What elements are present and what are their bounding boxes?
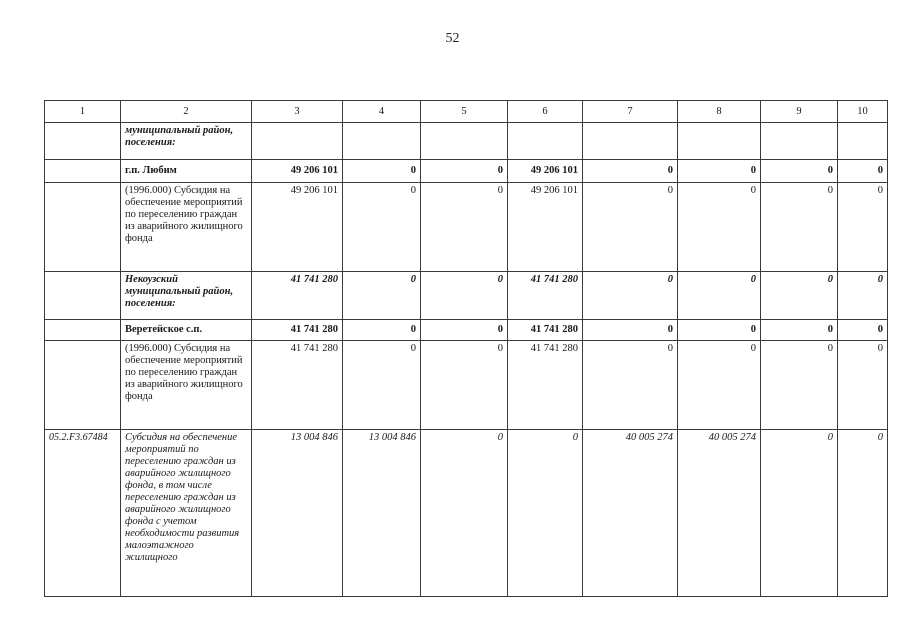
table-cell: 0 bbox=[421, 160, 508, 183]
table-cell: 0 bbox=[678, 320, 761, 341]
table-row bbox=[45, 272, 888, 320]
row-name: г.п. Любим bbox=[121, 160, 252, 183]
row-code: 05.2.F3.67484 bbox=[45, 430, 121, 597]
table-cell bbox=[761, 123, 838, 160]
table-cell bbox=[508, 123, 583, 160]
table-cell bbox=[678, 123, 761, 160]
table-cell: 0 bbox=[761, 320, 838, 341]
table-cell: 49 206 101 bbox=[252, 183, 343, 272]
table-cell: 41 741 280 bbox=[508, 341, 583, 430]
row-name: Веретейское с.п. bbox=[121, 320, 252, 341]
table-cell: 0 bbox=[838, 430, 888, 597]
row-name: Субсидия на обеспечение мероприятий по переселению граждан из аварийного жилищного фонда, в том числе переселению граждан из аварийного жилищного фонда с учетом необходимости развития малоэтажного жилищного bbox=[121, 430, 252, 597]
table-cell: 0 bbox=[583, 320, 678, 341]
column-header: 3 bbox=[252, 101, 343, 123]
table-cell bbox=[343, 123, 421, 160]
table-cell: 0 bbox=[583, 183, 678, 272]
column-header: 7 bbox=[583, 101, 678, 123]
row-name: муниципальный район, поселения: bbox=[121, 123, 252, 160]
table-cell: 0 bbox=[421, 341, 508, 430]
row-name: (1996.000) Субсидия на обеспечение мероприятий по переселению граждан из аварийного жилищного фонда bbox=[121, 341, 252, 430]
table-cell: 0 bbox=[838, 341, 888, 430]
table-cell: 0 bbox=[761, 272, 838, 320]
table-cell: 49 206 101 bbox=[508, 183, 583, 272]
column-header: 10 bbox=[838, 101, 888, 123]
table-cell: 0 bbox=[678, 272, 761, 320]
table-row bbox=[45, 183, 888, 272]
table-row bbox=[45, 430, 888, 597]
table-cell: 0 bbox=[838, 183, 888, 272]
column-header: 2 bbox=[121, 101, 252, 123]
table-cell: 0 bbox=[343, 183, 421, 272]
table-cell: 0 bbox=[838, 272, 888, 320]
row-code bbox=[45, 160, 121, 183]
table-cell: 40 005 274 bbox=[678, 430, 761, 597]
table-cell: 0 bbox=[678, 183, 761, 272]
column-header: 1 bbox=[45, 101, 121, 123]
table-row bbox=[45, 320, 888, 341]
row-code bbox=[45, 123, 121, 160]
table-cell: 49 206 101 bbox=[252, 160, 343, 183]
row-name: Некоузский муниципальный район, поселения: bbox=[121, 272, 252, 320]
column-header: 5 bbox=[421, 101, 508, 123]
table-cell: 0 bbox=[838, 160, 888, 183]
table-cell: 0 bbox=[838, 320, 888, 341]
table-cell: 40 005 274 bbox=[583, 430, 678, 597]
table-cell: 0 bbox=[343, 320, 421, 341]
budget-table bbox=[44, 100, 888, 597]
table-cell: 13 004 846 bbox=[252, 430, 343, 597]
row-code bbox=[45, 272, 121, 320]
table-cell: 41 741 280 bbox=[508, 320, 583, 341]
table-cell bbox=[421, 123, 508, 160]
table-cell: 0 bbox=[421, 183, 508, 272]
table-cell: 0 bbox=[583, 341, 678, 430]
table-cell: 0 bbox=[761, 183, 838, 272]
table-cell bbox=[252, 123, 343, 160]
table-cell: 41 741 280 bbox=[252, 341, 343, 430]
table-cell bbox=[838, 123, 888, 160]
table-cell: 0 bbox=[508, 430, 583, 597]
table-cell: 41 741 280 bbox=[508, 272, 583, 320]
table-cell: 41 741 280 bbox=[252, 320, 343, 341]
table-cell: 0 bbox=[678, 341, 761, 430]
column-header: 6 bbox=[508, 101, 583, 123]
table-cell: 0 bbox=[583, 272, 678, 320]
table-cell: 0 bbox=[761, 160, 838, 183]
table-cell: 0 bbox=[678, 160, 761, 183]
row-code bbox=[45, 320, 121, 341]
table-cell: 0 bbox=[583, 160, 678, 183]
column-header: 8 bbox=[678, 101, 761, 123]
row-name: (1996.000) Субсидия на обеспечение мероприятий по переселению граждан из аварийного жилищного фонда bbox=[121, 183, 252, 272]
header-row bbox=[45, 101, 888, 123]
column-header: 4 bbox=[343, 101, 421, 123]
row-code bbox=[45, 183, 121, 272]
table-cell: 0 bbox=[343, 272, 421, 320]
page-number: 52 bbox=[445, 31, 460, 46]
table-cell: 0 bbox=[761, 341, 838, 430]
table-cell: 0 bbox=[421, 272, 508, 320]
table-row bbox=[45, 341, 888, 430]
row-code bbox=[45, 341, 121, 430]
table-cell bbox=[583, 123, 678, 160]
table-cell: 0 bbox=[421, 320, 508, 341]
table-cell: 0 bbox=[421, 430, 508, 597]
table-cell: 0 bbox=[761, 430, 838, 597]
table-cell: 0 bbox=[343, 341, 421, 430]
table-cell: 0 bbox=[343, 160, 421, 183]
table-cell: 41 741 280 bbox=[252, 272, 343, 320]
table-cell: 13 004 846 bbox=[343, 430, 421, 597]
column-header: 9 bbox=[761, 101, 838, 123]
table-row bbox=[45, 160, 888, 183]
table-cell: 49 206 101 bbox=[508, 160, 583, 183]
table-row bbox=[45, 123, 888, 160]
